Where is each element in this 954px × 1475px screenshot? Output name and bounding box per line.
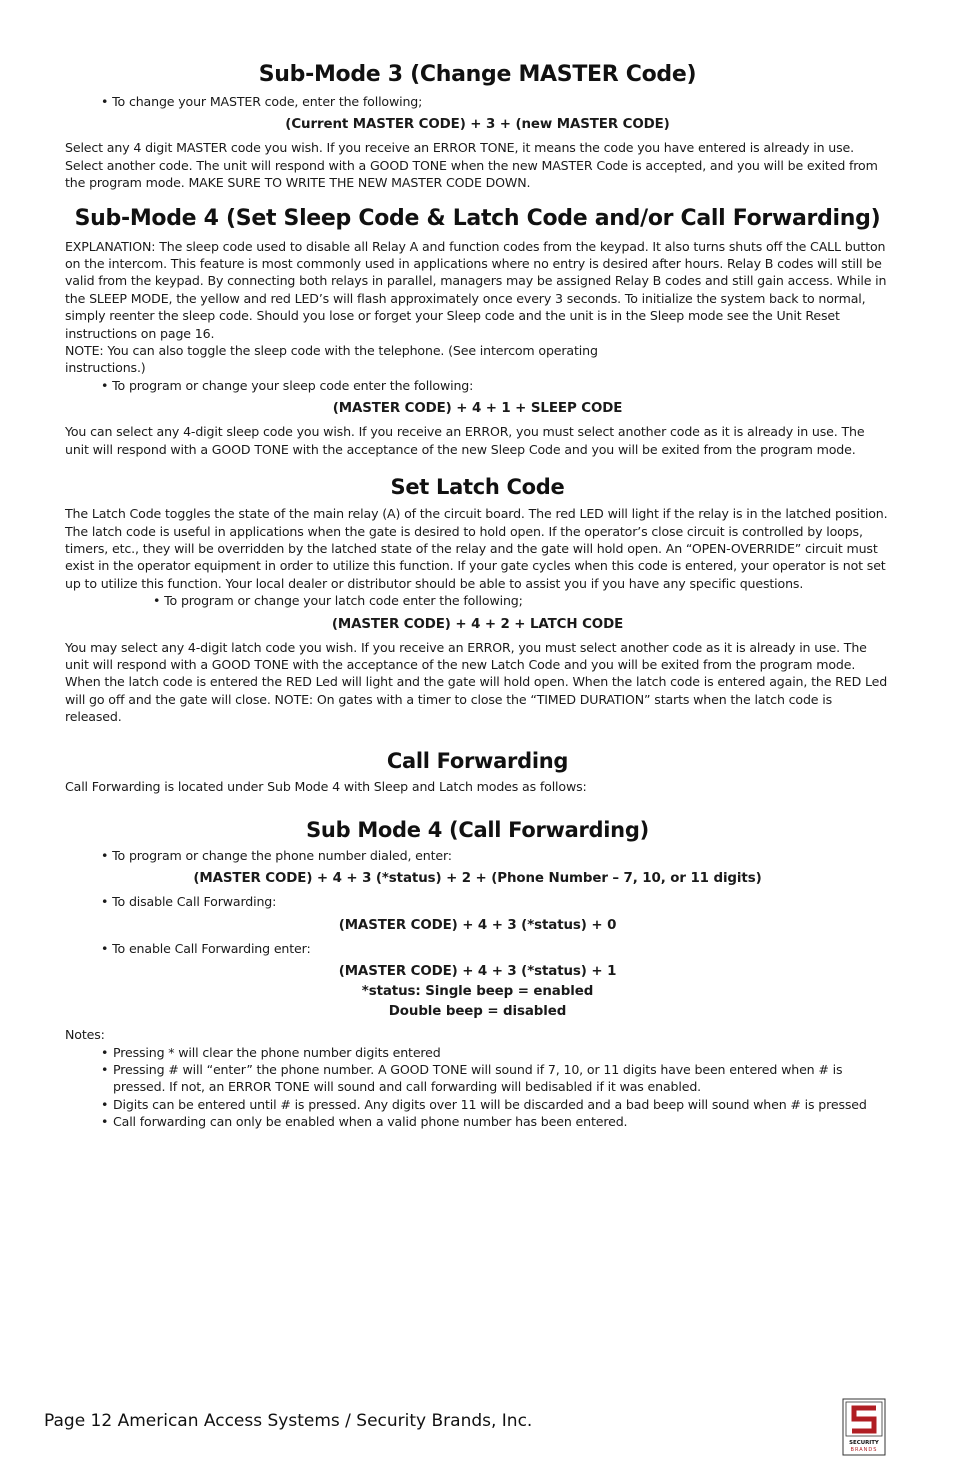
note-item: • Call forwarding can only be enabled when a valid phone number has been entered.	[101, 1113, 890, 1130]
notes-list	[65, 1044, 890, 1131]
note-line: instructions.)	[65, 360, 146, 376]
instruction-bullet: • To program or change your sleep code enter the following:	[101, 377, 474, 393]
code-block	[65, 869, 890, 889]
instruction-bullet: • To change your MASTER code, enter the following;	[101, 94, 423, 109]
body-paragraph: Select any 4 digit MASTER code you wish. If you receive an ERROR TONE, it means the code you have entered is already in use. Select another code. The unit will respond with a GOOD TONE when the new MASTER Code is accepted, and you will be exited from the program mode. MAKE SURE TO WRITE THE NEW MASTER CODE DOWN.	[65, 140, 878, 191]
instruction-bullet: • To enable Call Forwarding enter:	[101, 940, 311, 956]
code-sequence: (MASTER CODE) + 4 + 3 (*status) + 2 + (Phone Number – 7, 10, or 11 digits)	[193, 871, 762, 887]
section-title-set-latch-code: Set Latch Code	[390, 475, 565, 500]
code-block	[65, 115, 890, 135]
body-paragraph: You can select any 4-digit sleep code you wish. If you receive an ERROR, you must select another code as it is already in use. The unit will respond with a GOOD TONE with the acceptance of the new Sleep Code and you will be exited from the program mode.	[65, 424, 865, 457]
status-note: *status: Single beep = enabled	[361, 984, 594, 1000]
logo-text-brands: BRANDS	[850, 1447, 878, 1453]
manual-page	[65, 58, 890, 1131]
note-item: • Digits can be entered until # is pressed. Any digits over 11 will be discarded and a bad beep will sound when # is pressed	[101, 1096, 890, 1113]
body-paragraph: Call Forwarding is located under Sub Mode 4 with Sleep and Latch modes as follows:	[65, 778, 587, 794]
section-title-sub-mode-3: Sub-Mode 3 (Change MASTER Code)	[258, 62, 697, 87]
code-block	[65, 916, 890, 936]
body-paragraph: The Latch Code toggles the state of the main relay (A) of the circuit board. The red LED will light if the relay is in the latched position. The latch code is useful in applications when the gate is desired to hold open. If the operator’s close circuit is controlled by loops, timers, etc., they will be overridden by the latched state of the relay and the gate will hold open. An “OPEN-OVERRIDE” circuit must exist in the operator equipment in order to utilize this function. If your gate cycles when this code is entered, your operator is not set up to utilize this function. Your local dealer or distributor should be able to assist you if you have any specific questions.	[65, 506, 888, 591]
section-title-sub-mode-4: Sub-Mode 4 (Set Sleep Code & Latch Code and/or Call Forwarding)	[74, 205, 881, 231]
code-block	[65, 962, 890, 1022]
instruction-bullet: • To program or change the phone number dialed, enter:	[101, 847, 452, 863]
explanation-paragraph: EXPLANATION: The sleep code used to disable all Relay A and function codes from the keypad. It also turns shuts off the CALL button on the intercom. This feature is most commonly used in applications where no entry is desired after hours. Relay B codes will still be valid from the keypad. By connecting both relays in parallel, managers may be assigned Relay B codes and still gain access. While in the SLEEP MODE, the yellow and red LED’s will flash approximately once every 3 seconds. To initialize the system back to normal, simply reenter the sleep code. Should you lose or forget your Sleep code and the unit is in the Sleep mode see the Unit Reset instructions on page 16.	[65, 238, 887, 341]
section-title-sub-mode-4-call-forwarding: Sub Mode 4 (Call Forwarding)	[306, 817, 649, 842]
note-item: • Pressing # will “enter” the phone number. A GOOD TONE will sound if 7, 10, or 11 digits have been entered when # is pressed. If not, an ERROR TONE will sound and call forwarding will bedisabled if it was enabled.	[101, 1061, 890, 1096]
code-sequence: (MASTER CODE) + 4 + 3 (*status) + 1	[338, 964, 617, 980]
note-item: • Pressing * will clear the phone number digits entered	[101, 1044, 890, 1061]
section-title-call-forwarding: Call Forwarding	[386, 748, 569, 773]
code-sequence: (MASTER CODE) + 4 + 1 + SLEEP CODE	[332, 401, 623, 417]
security-brands-logo	[842, 1398, 886, 1456]
code-sequence: (Current MASTER CODE) + 3 + (new MASTER CODE)	[285, 117, 670, 133]
page-footer: Page 12 American Access Systems / Security Brands, Inc.	[44, 1411, 533, 1431]
notes-label: Notes:	[65, 1027, 105, 1043]
note-line: NOTE: You can also toggle the sleep code with the telephone. (See intercom operating	[65, 343, 598, 359]
code-block	[65, 399, 890, 419]
code-sequence: (MASTER CODE) + 4 + 2 + LATCH CODE	[331, 616, 624, 632]
status-note: Double beep = disabled	[388, 1004, 567, 1020]
body-paragraph: You may select any 4-digit latch code you wish. If you receive an ERROR, you must select another code as it is already in use. The unit will respond with a GOOD TONE with the acceptance of the new Latch Code and you will be exited from the program mode. When the latch code is entered the RED Led will light and the gate will hold open. When the latch code is entered again, the RED Led will go off and the gate will close. NOTE: On gates with a timer to close the “TIMED DURATION” starts when the latch code is released.	[65, 639, 888, 725]
code-sequence: (MASTER CODE) + 4 + 3 (*status) + 0	[338, 917, 617, 933]
code-block	[65, 615, 890, 635]
instruction-bullet: • To program or change your latch code enter the following;	[153, 593, 523, 609]
instruction-bullet: • To disable Call Forwarding:	[101, 894, 277, 910]
logo-text-security: SECURITY	[849, 1440, 879, 1446]
